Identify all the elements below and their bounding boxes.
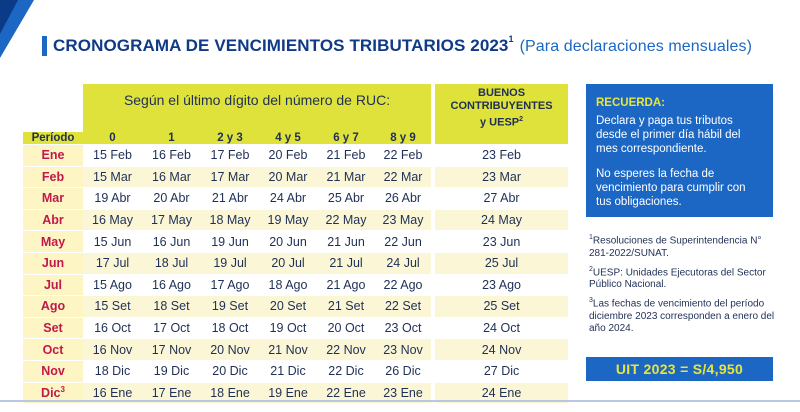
title-accent-bar <box>42 36 47 56</box>
due-date-cell: 22 Jun <box>375 231 433 253</box>
due-date-cell: 19 Ene <box>259 382 317 403</box>
period-cell <box>23 296 83 318</box>
table-row <box>23 252 568 274</box>
recuerda-text-2: No esperes la fecha de vencimiento para cumplir con tus obligaciones. <box>596 168 746 208</box>
period-label: Set <box>43 321 63 336</box>
due-date-cell: 20 Jul <box>259 252 317 274</box>
due-date-cell: 19 May <box>259 209 317 231</box>
period-label: Abr <box>42 213 64 228</box>
buenos-contribuyentes-cell: 25 Set <box>433 296 568 318</box>
column-header-digit: 6 y 7 <box>317 132 375 145</box>
due-date-cell: 16 Jun <box>142 231 201 253</box>
buenos-contribuyentes-cell: 23 Ago <box>433 274 568 296</box>
column-header-digit: 2 y 3 <box>201 132 259 145</box>
due-date-cell: 21 Set <box>317 296 375 318</box>
recuerda-box <box>586 84 773 217</box>
due-date-cell: 18 Oct <box>201 317 259 339</box>
table-row <box>23 317 568 339</box>
due-date-cell: 21 Jun <box>317 231 375 253</box>
footnote-2 <box>589 264 779 292</box>
due-date-cell: 20 Nov <box>201 339 259 361</box>
due-date-cell: 20 Dic <box>201 360 259 382</box>
buenos-line2: CONTRIBUYENTES <box>450 99 553 112</box>
period-label: Oct <box>42 342 64 357</box>
due-date-cell: 22 Nov <box>317 339 375 361</box>
period-label: Mar <box>41 191 65 206</box>
buenos-contribuyentes-header <box>433 84 568 132</box>
title-main: CRONOGRAMA DE VENCIMIENTOS TRIBUTARIOS 2023 <box>53 36 509 55</box>
due-date-cell: 17 Oct <box>142 317 201 339</box>
period-cell <box>23 145 83 167</box>
buenos-contribuyentes-cell: 25 Jul <box>433 252 568 274</box>
footnote-1 <box>589 232 779 260</box>
due-date-cell: 17 May <box>142 209 201 231</box>
footnote-2-text: UESP: Unidades Ejecutoras del Sector Público Nacional. <box>589 267 766 291</box>
table-row <box>23 231 568 253</box>
due-date-cell: 22 Set <box>375 296 433 318</box>
footnotes <box>589 232 779 339</box>
period-cell <box>23 339 83 361</box>
buenos-contribuyentes-cell: 23 Jun <box>433 231 568 253</box>
table-row <box>23 339 568 361</box>
schedule-body <box>23 145 568 404</box>
header-blank <box>23 84 83 116</box>
buenos-contribuyentes-cell: 27 Abr <box>433 188 568 210</box>
footnote-1-mark: 1 <box>589 234 593 241</box>
due-date-cell: 20 Set <box>259 296 317 318</box>
due-date-cell: 19 Dic <box>142 360 201 382</box>
column-header-digit: 8 y 9 <box>375 132 433 145</box>
buenos-contribuyentes-cell: 27 Dic <box>433 360 568 382</box>
due-date-cell: 21 Ago <box>317 274 375 296</box>
buenos-contribuyentes-cell: 23 Feb <box>433 145 568 167</box>
due-date-cell: 21 Abr <box>201 188 259 210</box>
due-date-cell: 18 Dic <box>83 360 142 382</box>
buenos-contribuyentes-cell: 24 Oct <box>433 317 568 339</box>
due-date-cell: 16 May <box>83 209 142 231</box>
due-date-cell: 16 Ago <box>142 274 201 296</box>
due-date-cell: 20 Feb <box>259 145 317 167</box>
due-date-cell: 16 Mar <box>142 166 201 188</box>
due-date-cell: 17 Jul <box>83 252 142 274</box>
period-footnote: 3 <box>60 385 65 395</box>
due-date-cell: 19 Abr <box>83 188 142 210</box>
due-date-cell: 26 Dic <box>375 360 433 382</box>
due-date-cell: 17 Ago <box>201 274 259 296</box>
period-label: Dic <box>41 386 61 401</box>
due-date-cell: 24 Jul <box>375 252 433 274</box>
due-date-cell: 23 Ene <box>375 382 433 403</box>
due-date-cell: 21 Jul <box>317 252 375 274</box>
period-cell <box>23 231 83 253</box>
due-date-cell: 20 Mar <box>259 166 317 188</box>
footnote-2-mark: 2 <box>589 265 593 273</box>
due-date-cell: 16 Ene <box>83 382 142 403</box>
due-date-cell: 15 Ago <box>83 274 142 296</box>
due-date-cell: 16 Oct <box>83 317 142 339</box>
due-date-cell: 19 Jul <box>201 252 259 274</box>
column-header-buenos-blank <box>433 132 568 145</box>
buenos-contribuyentes-cell: 24 May <box>433 209 568 231</box>
due-date-cell: 15 Jun <box>83 231 142 253</box>
due-date-cell: 15 Mar <box>83 166 142 188</box>
due-date-cell: 22 Ago <box>375 274 433 296</box>
due-date-cell: 18 Jul <box>142 252 201 274</box>
buenos-line1: BUENOS <box>478 86 526 99</box>
period-label: Jul <box>43 277 63 292</box>
due-date-cell: 22 Dic <box>317 360 375 382</box>
due-date-cell: 21 Feb <box>317 145 375 167</box>
period-cell <box>23 274 83 296</box>
due-date-cell: 18 Ene <box>201 382 259 403</box>
footnote-1-text: Resoluciones de Superintendencia N° 281-2022/SUNAT. <box>589 235 762 259</box>
column-header-periodo: Período <box>23 132 83 145</box>
due-date-cell: 18 Set <box>142 296 201 318</box>
due-date-cell: 17 Feb <box>201 145 259 167</box>
page-title <box>53 36 752 56</box>
due-date-cell: 23 May <box>375 209 433 231</box>
due-date-cell: 22 Ene <box>317 382 375 403</box>
table-row <box>23 360 568 382</box>
column-header-digit: 0 <box>83 132 142 145</box>
period-cell <box>23 188 83 210</box>
due-date-cell: 19 Set <box>201 296 259 318</box>
period-label: Nov <box>41 364 65 379</box>
due-date-cell: 20 Oct <box>317 317 375 339</box>
due-date-cell: 22 May <box>317 209 375 231</box>
due-date-cell: 23 Nov <box>375 339 433 361</box>
uit-value-box: UIT 2023 = S/4,950 <box>586 357 773 381</box>
band-spacer <box>83 116 433 132</box>
period-label: Ago <box>40 299 66 314</box>
due-date-cell: 19 Oct <box>259 317 317 339</box>
period-cell <box>23 360 83 382</box>
due-date-cell: 26 Abr <box>375 188 433 210</box>
due-date-cell: 15 Set <box>83 296 142 318</box>
buenos-contribuyentes-cell: 23 Mar <box>433 166 568 188</box>
due-date-cell: 16 Nov <box>83 339 142 361</box>
due-date-cell: 25 Abr <box>317 188 375 210</box>
buenos-contribuyentes-cell: 24 Ene <box>433 382 568 403</box>
due-date-cell: 18 Ago <box>259 274 317 296</box>
recuerda-title: RECUERDA: <box>596 97 665 109</box>
table-row <box>23 145 568 167</box>
period-label: May <box>40 234 66 249</box>
period-label: Feb <box>41 169 65 184</box>
due-date-cell: 21 Nov <box>259 339 317 361</box>
recuerda-text-1: Declara y paga tus tributos desde el primer día hábil del mes correspondiente. <box>596 115 741 155</box>
footnote-3-text: Las fechas de vencimiento del período diciembre 2023 corresponden a enero del año 2024. <box>589 298 775 335</box>
header-blank-2 <box>23 116 83 132</box>
due-date-cell: 19 Jun <box>201 231 259 253</box>
due-date-cell: 22 Mar <box>375 166 433 188</box>
due-date-cell: 18 May <box>201 209 259 231</box>
footnote-3 <box>589 295 779 335</box>
due-date-cell: 17 Nov <box>142 339 201 361</box>
schedule-table <box>23 84 568 403</box>
due-date-cell: 20 Abr <box>142 188 201 210</box>
buenos-contribuyentes-cell: 24 Nov <box>433 339 568 361</box>
due-date-cell: 20 Jun <box>259 231 317 253</box>
bottom-divider <box>0 400 800 402</box>
title-footnote: 1 <box>508 34 514 44</box>
due-date-cell: 21 Mar <box>317 166 375 188</box>
due-date-cell: 16 Feb <box>142 145 201 167</box>
table-row <box>23 209 568 231</box>
buenos-footnote: 2 <box>519 115 524 123</box>
table-row <box>23 188 568 210</box>
column-header-digit: 4 y 5 <box>259 132 317 145</box>
due-date-cell: 24 Abr <box>259 188 317 210</box>
due-date-cell: 23 Oct <box>375 317 433 339</box>
period-cell <box>23 252 83 274</box>
due-date-cell: 21 Dic <box>259 360 317 382</box>
due-date-cell: 17 Mar <box>201 166 259 188</box>
period-label: Ene <box>41 148 65 163</box>
due-date-cell: 17 Ene <box>142 382 201 403</box>
column-header-row <box>23 132 568 145</box>
title-subtitle: (Para declaraciones mensuales) <box>519 38 753 55</box>
column-header-digit: 1 <box>142 132 201 145</box>
table-row <box>23 274 568 296</box>
period-cell <box>23 209 83 231</box>
period-cell <box>23 317 83 339</box>
due-date-cell: 22 Feb <box>375 145 433 167</box>
period-cell <box>23 166 83 188</box>
ruc-band-label: Según el último dígito del número de RUC: <box>83 84 433 116</box>
buenos-line3: y UESP <box>480 116 520 129</box>
table-row <box>23 296 568 318</box>
footnote-3-mark: 3 <box>589 297 593 305</box>
table-row <box>23 166 568 188</box>
corner-decoration-dark <box>0 0 18 34</box>
due-date-cell: 15 Feb <box>83 145 142 167</box>
period-label: Jun <box>41 256 65 271</box>
